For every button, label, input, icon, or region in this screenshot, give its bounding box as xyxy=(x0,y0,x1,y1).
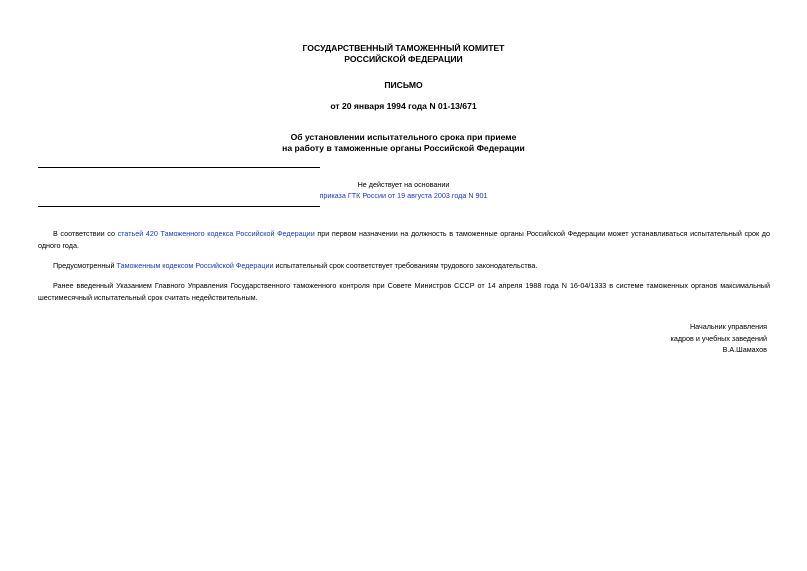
status-bottom-divider xyxy=(38,206,320,207)
status-link-line xyxy=(0,191,807,201)
paragraph-3 xyxy=(38,280,770,303)
customs-code-article-420-link[interactable]: статьей 420 Таможенного кодекса Российской Федерации xyxy=(117,229,315,238)
paragraph-1-text-start: В соответствии со xyxy=(53,229,118,238)
document-type: ПИСЬМО xyxy=(384,80,423,90)
customs-code-link[interactable]: Таможенным кодексом Российской Федерации xyxy=(116,261,274,270)
paragraph-2 xyxy=(38,260,770,272)
paragraph-2-text-start: Предусмотренный xyxy=(53,261,117,270)
signatory-position-line-1: Начальник управления xyxy=(689,322,767,331)
paragraph-3-text: Ранее введенный Указанием Главного Управления Государственного таможенного контроля при Совете Министров СССР от 14 апреля 1988 года N 16-04/1333 в системе таможенных органов максимальный шестимесячный испытательный срок считать недействительным. xyxy=(38,281,770,302)
signatory-name: В.А.Шамахов xyxy=(722,345,767,354)
issuing-authority-line-2: РОССИЙСКОЙ ФЕДЕРАЦИИ xyxy=(344,54,463,64)
paragraph-2-text-end: испытательный срок соответствует требованиям трудового законодательства. xyxy=(273,261,538,270)
paragraph-1-text-end: при первом назначении на должность в таможенные органы Российской Федерации может устанавливаться испытательный срок до одного года. xyxy=(38,229,771,250)
document-title-line-2: на работу в таможенные органы Российской Федерации xyxy=(282,143,525,153)
repeal-order-link[interactable]: приказа ГТК России от 19 августа 2003 года N 901 xyxy=(319,191,488,200)
paragraph-1 xyxy=(38,228,770,251)
document-date-number: от 20 января 1994 года N 01-13/671 xyxy=(330,101,477,111)
document-title-line-1: Об установлении испытательного срока при приеме xyxy=(290,132,517,142)
status-top-divider xyxy=(38,167,320,168)
signatory-position-line-2: кадров и учебных заведений xyxy=(670,333,767,343)
issuing-authority-line-1: ГОСУДАРСТВЕННЫЙ ТАМОЖЕННЫЙ КОМИТЕТ xyxy=(302,43,505,53)
status-text: Не действует на основании xyxy=(357,180,450,189)
signature-block xyxy=(671,321,767,356)
